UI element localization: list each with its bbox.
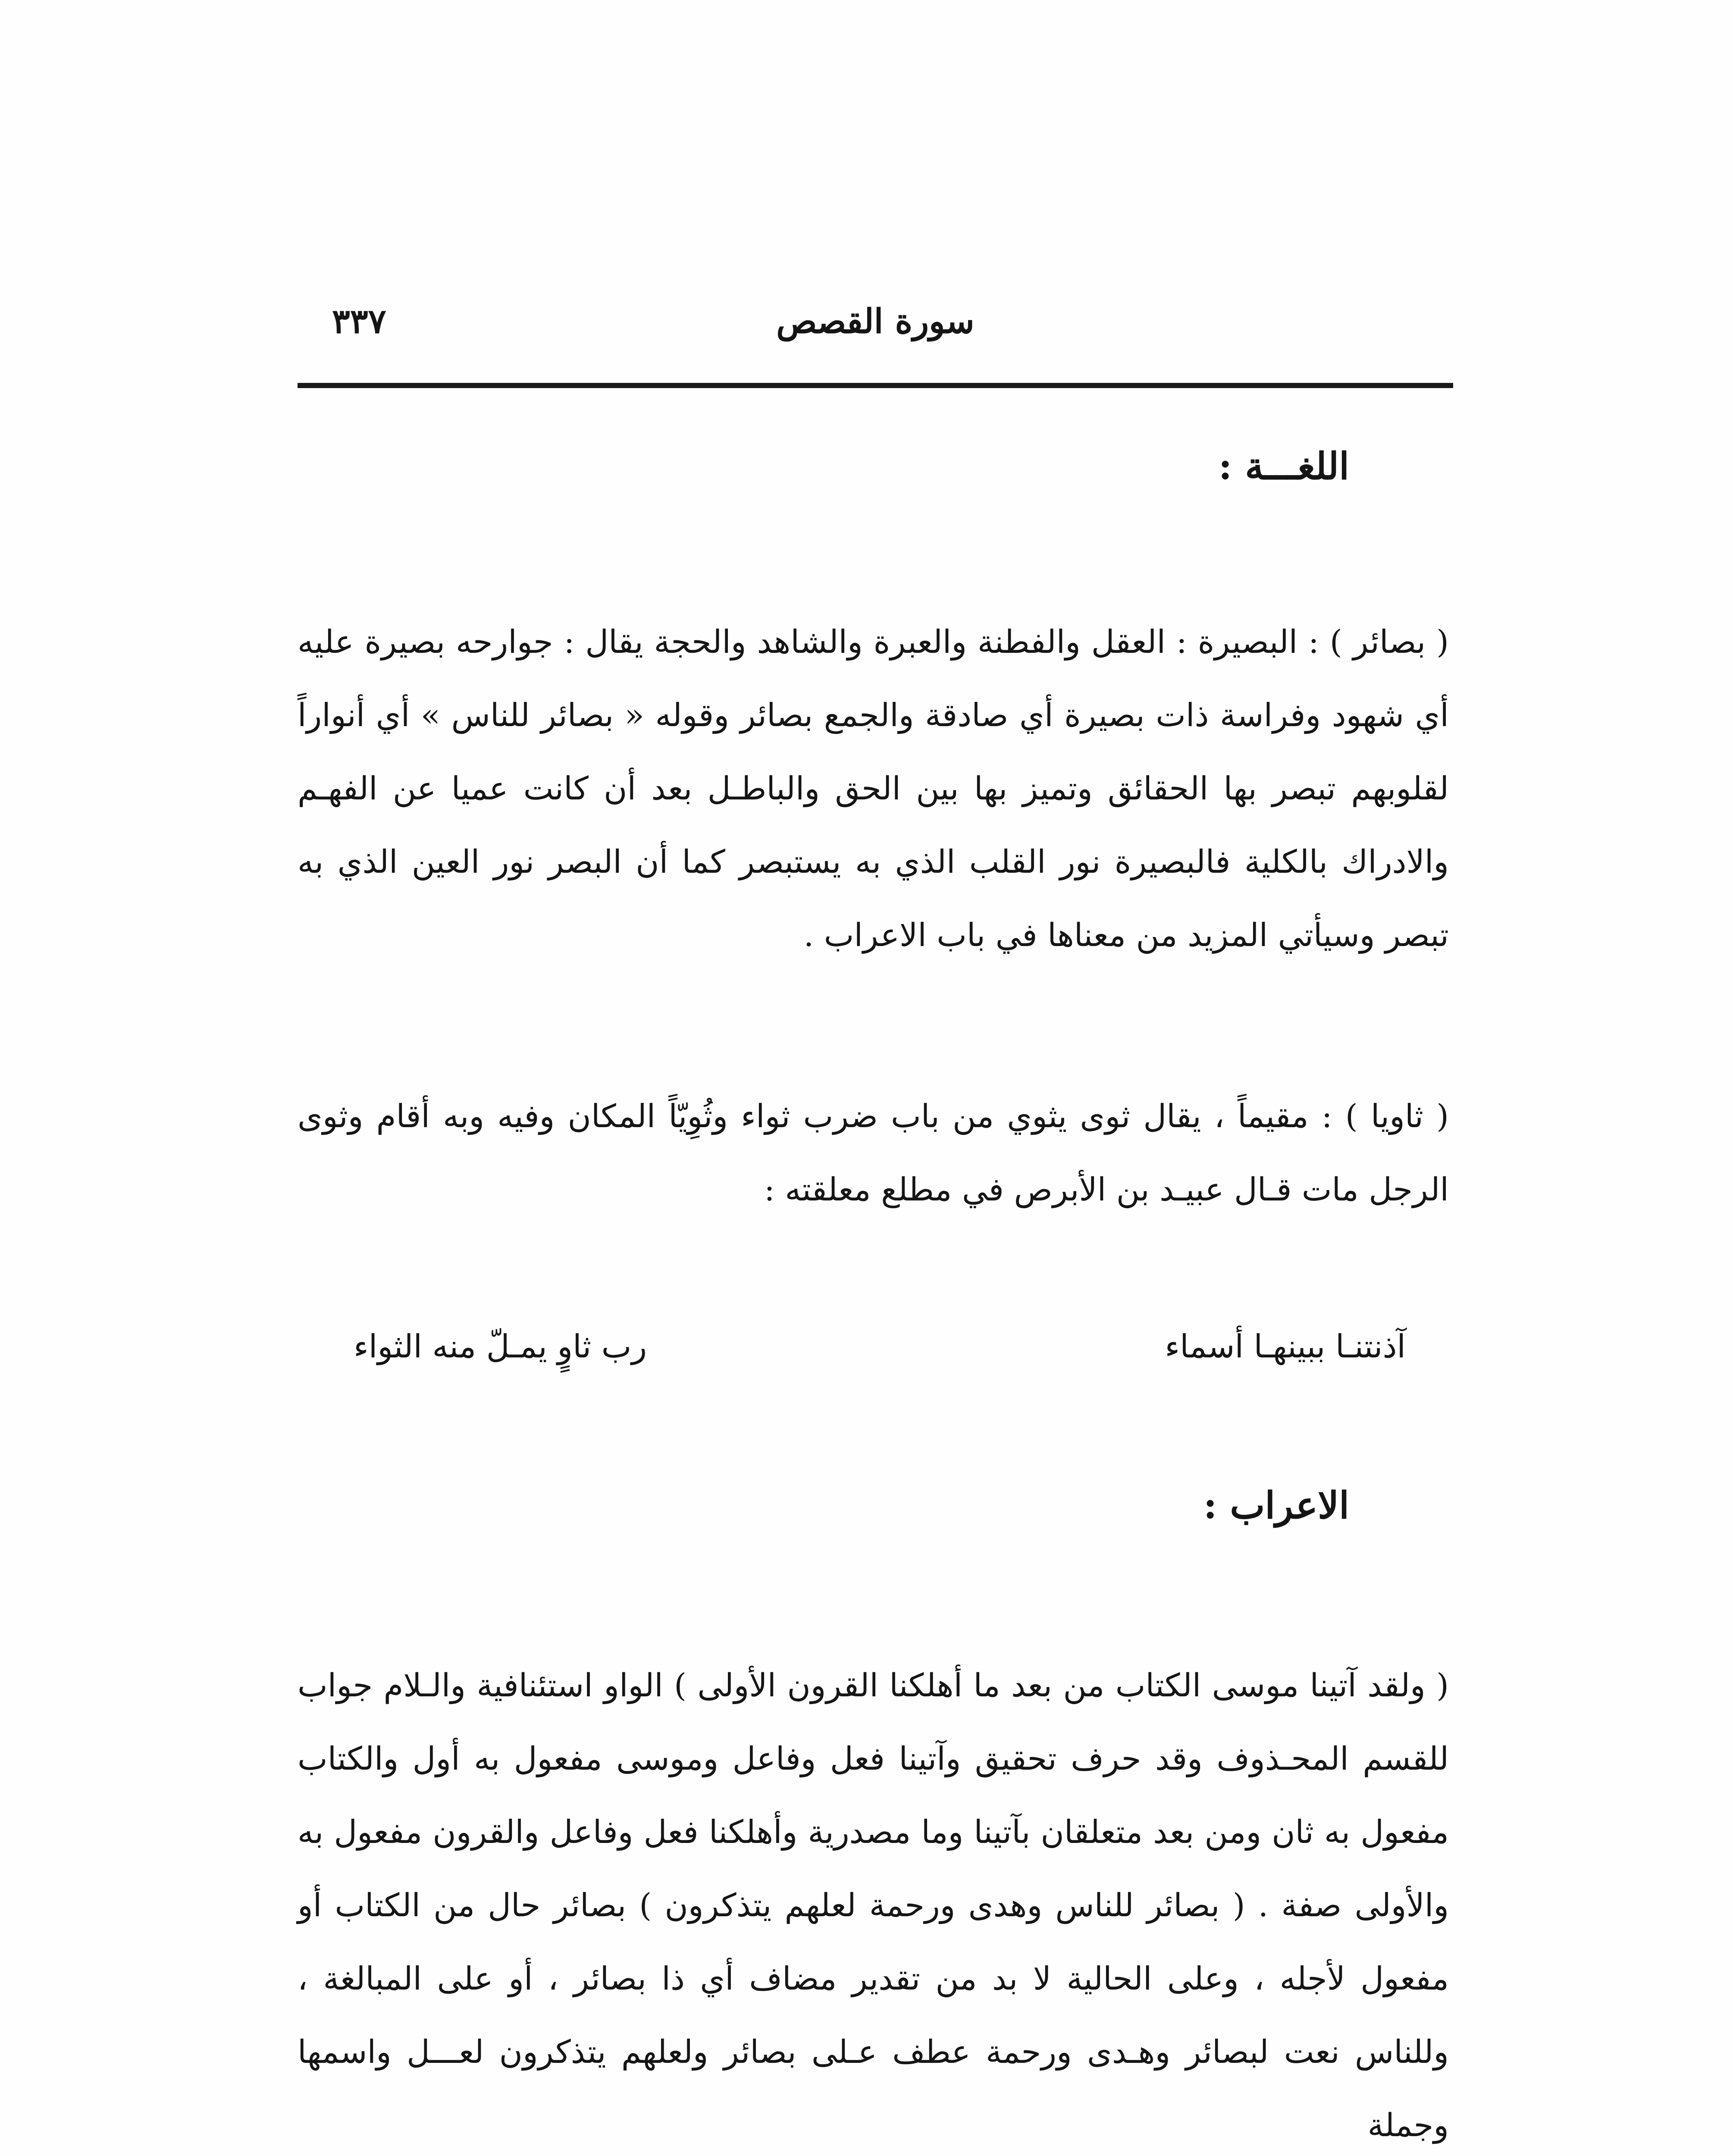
poem-second-hemistich: رب ثاوٍ يمـلّ منه الثواء [354, 1328, 647, 1365]
header-rule [298, 383, 1453, 388]
running-title: سورة القصص [776, 302, 975, 341]
page-number: ٣٣٧ [332, 302, 386, 341]
section-heading-irab: الاعراب : [1203, 1484, 1349, 1527]
paragraph-thawiya: ( ثاويا ) : مقيماً ، يقال ثوى يثوي من باب ضرب ثواء وثُوِيّاً المكان وفيه وبه أقام وثوى الرجل مات قـال عبيـد بن الأبرص في مطلع معلقته : [298, 1098, 1449, 1208]
section-heading-lugha: اللغـــة : [1218, 445, 1349, 488]
paragraph-basair: ( بصائر ) : البصيرة : العقل والفطنة والعبرة والشاهد والحجة يقال : جوارحه بصيرة عليه أي شهود وفراسة ذات بصيرة أي صادقة والجمع بصائر وقوله « بصائر للناس » أي أنواراً لقلوبهم تبصر بها الحقائق وتميز بها بين الحق والباطـل بعد أن كانت عميا عن الفهـم والادراك بالكلية فالبصيرة نور القلب الذي به يستبصر كما أن البصر نور العين الذي به تبصر وسيأتي المزيد من معناها في باب الاعراب . [298, 624, 1449, 954]
poem-first-hemistich: آذنتنـا ببينهـا أسماء [1165, 1328, 1406, 1365]
poem-verse [354, 1328, 1406, 1388]
page-header [298, 276, 1453, 379]
paragraph-irab: ( ولقد آتينا موسى الكتاب من بعد ما أهلكنا القرون الأولى ) الواو استئنافية والـلام جواب للقسم المحـذوف وقد حرف تحقيق وآتينا فعل وفاعل وموسى مفعول به أول والكتاب مفعول به ثان ومن بعد متعلقان بآتينا وما مصدرية وأهلكنا فعل وفاعل والقرون مفعول به والأولى صفة . ( بصائر للناس وهدى ورحمة لعلهم يتذكرون ) بصائر حال من الكتاب أو مفعول لأجله ، وعلى الحالية لا بد من تقدير مضاف أي ذا بصائر ، أو على المبالغة ، وللناس نعت لبصائر وهـدى ورحمة عطف عـلى بصائر ولعلهم يتذكرون لعـــل واسمها وجملة [298, 1667, 1449, 2144]
